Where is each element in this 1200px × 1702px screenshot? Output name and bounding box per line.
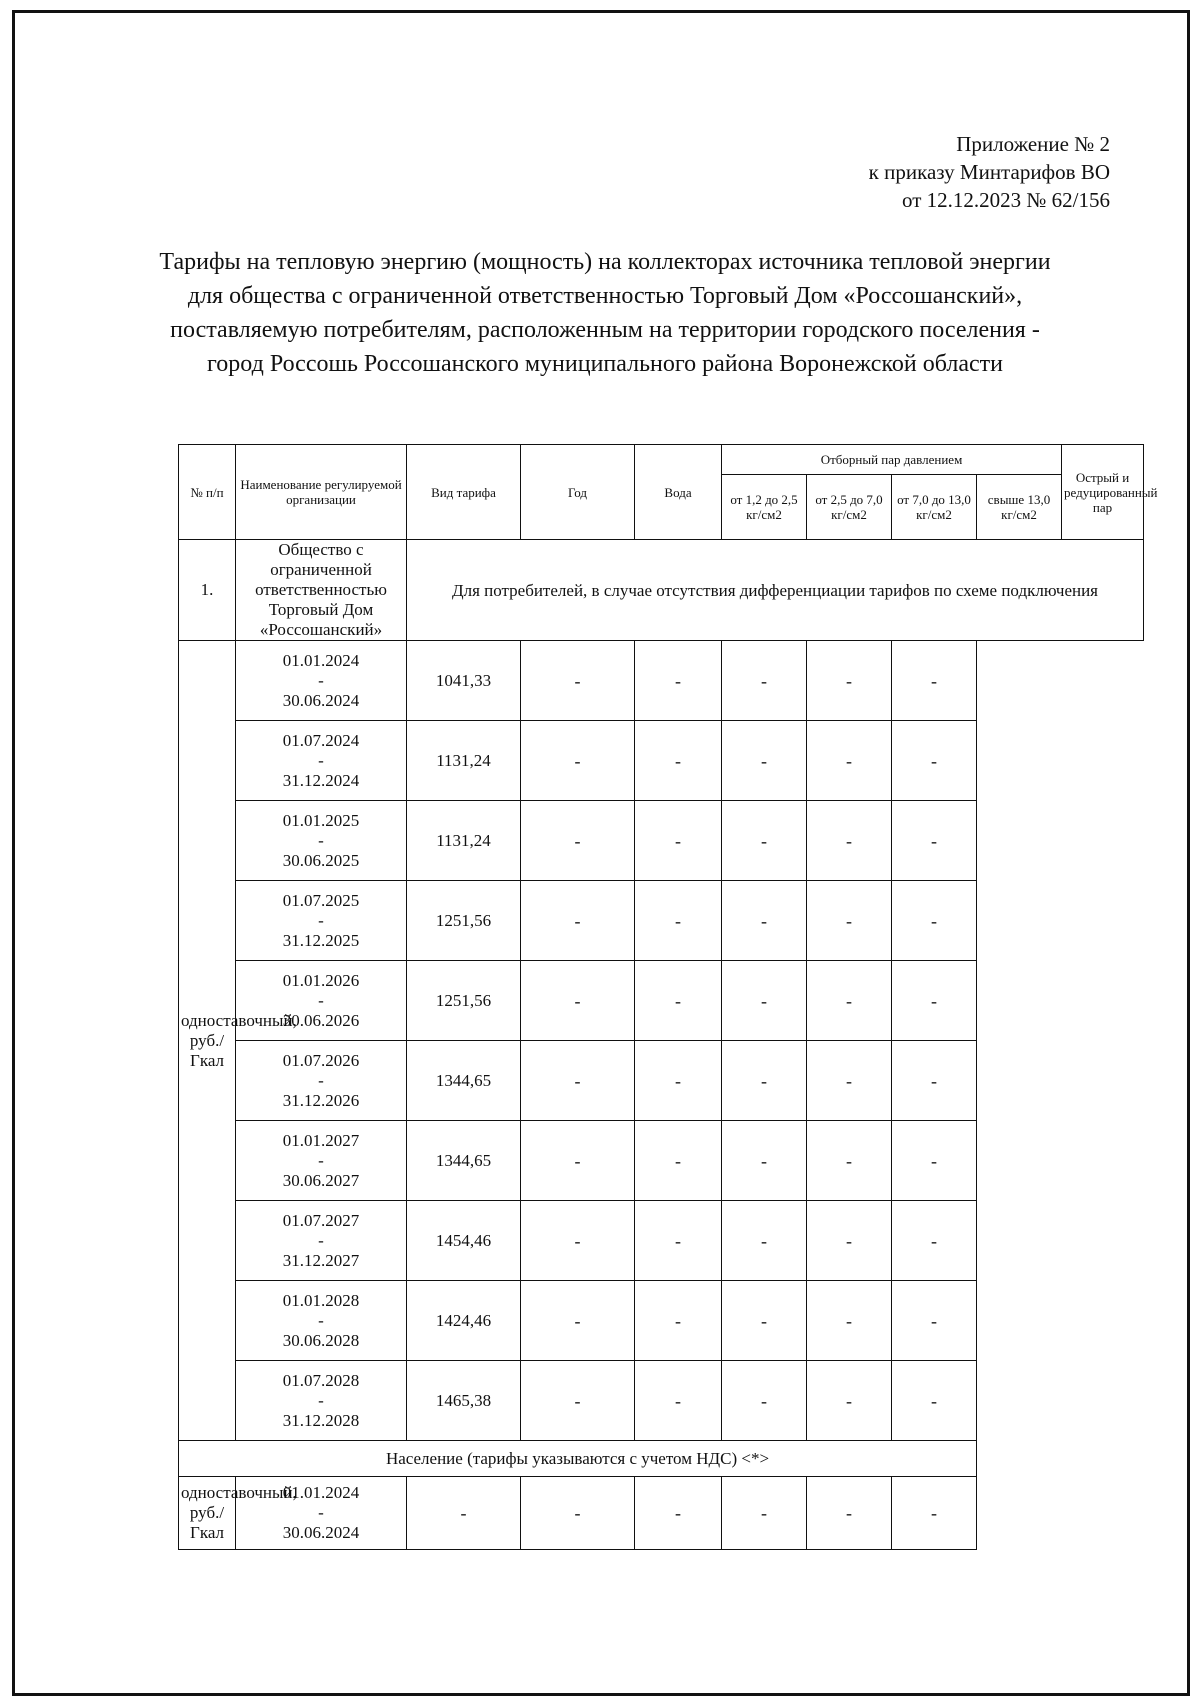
period-from: 01.01.2024 — [282, 650, 360, 670]
steam-2-value: - — [635, 881, 722, 961]
table-row — [179, 801, 1144, 881]
table-row — [179, 641, 1144, 721]
steam-1-value: - — [521, 1281, 635, 1361]
period-to: 30.06.2025 — [282, 850, 360, 870]
steam-2-value: - — [635, 1121, 722, 1201]
period-from: 01.01.2026 — [282, 970, 360, 990]
table-row — [179, 961, 1144, 1041]
appendix-line-3: от 12.12.2023 № 62/156 — [901, 188, 1110, 212]
table-row — [179, 1201, 1144, 1281]
steam-1-value: - — [521, 801, 635, 881]
steam-3-value: - — [722, 801, 807, 881]
header-num: № п/п — [179, 445, 236, 540]
period-cell — [236, 1361, 407, 1441]
water-value: 1251,56 — [407, 961, 521, 1041]
sharp-steam-value: - — [892, 1041, 977, 1121]
appendix-block — [869, 130, 1110, 214]
tariff-type-consumers: одноставочный, руб./Гкал — [179, 641, 236, 1441]
row-number: 1. — [179, 540, 236, 641]
period-cell — [236, 801, 407, 881]
water-value: 1424,46 — [407, 1281, 521, 1361]
sharp-steam-value: - — [892, 1281, 977, 1361]
water-value: 1344,65 — [407, 1121, 521, 1201]
steam-4-value: - — [807, 801, 892, 881]
period-sep: - — [318, 910, 324, 930]
header-sharp-steam: Острый и редуцированный пар — [1062, 445, 1144, 540]
period-from: 01.01.2027 — [282, 1130, 360, 1150]
period-from: 01.07.2025 — [282, 890, 360, 910]
section-population-title: Население (тарифы указываются с учетом НДС) <*> — [179, 1441, 977, 1477]
header-year: Год — [521, 445, 635, 540]
period-cell — [236, 721, 407, 801]
water-value: 1251,56 — [407, 881, 521, 961]
period-cell — [236, 641, 407, 721]
water-value: 1454,46 — [407, 1201, 521, 1281]
steam-1-value: - — [521, 1121, 635, 1201]
steam-4-value: - — [807, 1281, 892, 1361]
steam-4-value: - — [807, 1041, 892, 1121]
period-sep: - — [318, 1390, 324, 1410]
period-sep: - — [318, 1070, 324, 1090]
period-to: 30.06.2024 — [282, 690, 360, 710]
table-row — [179, 1041, 1144, 1121]
steam-3-value: - — [722, 1477, 807, 1550]
table-row — [179, 1121, 1144, 1201]
steam-4-value: - — [807, 881, 892, 961]
steam-4-value: - — [807, 721, 892, 801]
water-value: 1465,38 — [407, 1361, 521, 1441]
organization-name: Общество с ограниченной ответственностью Торговый Дом «Россошанский» — [236, 540, 407, 641]
period-cell — [236, 1041, 407, 1121]
steam-4-value: - — [807, 961, 892, 1041]
steam-4-value: - — [807, 641, 892, 721]
period-from: 01.07.2028 — [282, 1370, 360, 1390]
period-from: 01.01.2024 — [282, 1483, 360, 1502]
period-from: 01.07.2024 — [282, 730, 360, 750]
sharp-steam-value: - — [892, 1477, 977, 1550]
steam-3-value: - — [722, 1281, 807, 1361]
period-to: 30.06.2027 — [282, 1170, 360, 1190]
water-value: - — [407, 1477, 521, 1550]
section-consumers-title: Для потребителей, в случае отсутствия дифференциации тарифов по схеме подключения — [407, 540, 1144, 641]
period-sep: - — [318, 1150, 324, 1170]
period-sep: - — [318, 1503, 324, 1522]
steam-3-value: - — [722, 881, 807, 961]
steam-2-value: - — [635, 1201, 722, 1281]
steam-2-value: - — [635, 1281, 722, 1361]
period-from: 01.01.2028 — [282, 1290, 360, 1310]
header-steam-2: от 2,5 до 7,0 кг/см2 — [807, 475, 892, 540]
steam-2-value: - — [635, 801, 722, 881]
table-row — [179, 1281, 1144, 1361]
sharp-steam-value: - — [892, 1121, 977, 1201]
water-value: 1041,33 — [407, 641, 521, 721]
steam-2-value: - — [635, 1477, 722, 1550]
sharp-steam-value: - — [892, 801, 977, 881]
period-to: 31.12.2028 — [282, 1410, 360, 1430]
steam-1-value: - — [521, 1361, 635, 1441]
header-steam-group: Отборный пар давлением — [722, 445, 1062, 475]
period-to: 30.06.2026 — [282, 1010, 360, 1030]
period-sep: - — [318, 750, 324, 770]
table-row — [179, 881, 1144, 961]
steam-2-value: - — [635, 721, 722, 801]
tariff-type-population: одноставочный, руб./Гкал — [179, 1477, 236, 1550]
steam-1-value: - — [521, 721, 635, 801]
header-org: Наименование регулируемой организации — [236, 445, 407, 540]
period-to: 30.06.2028 — [282, 1330, 360, 1350]
steam-1-value: - — [521, 1477, 635, 1550]
sharp-steam-value: - — [892, 1201, 977, 1281]
water-value: 1344,65 — [407, 1041, 521, 1121]
sharp-steam-value: - — [892, 1361, 977, 1441]
steam-3-value: - — [722, 1361, 807, 1441]
header-steam-3: от 7,0 до 13,0 кг/см2 — [892, 475, 977, 540]
steam-1-value: - — [521, 881, 635, 961]
header-steam-4: свыше 13,0 кг/см2 — [977, 475, 1062, 540]
period-cell — [236, 881, 407, 961]
steam-2-value: - — [635, 1041, 722, 1121]
period-sep: - — [318, 990, 324, 1010]
appendix-line-2: к приказу Минтарифов ВО — [868, 160, 1110, 184]
period-from: 01.01.2025 — [282, 810, 360, 830]
steam-3-value: - — [722, 1121, 807, 1201]
steam-1-value: - — [521, 1041, 635, 1121]
steam-4-value: - — [807, 1121, 892, 1201]
period-from: 01.07.2027 — [282, 1210, 360, 1230]
period-sep: - — [318, 1230, 324, 1250]
period-from: 01.07.2026 — [282, 1050, 360, 1070]
period-sep: - — [318, 830, 324, 850]
steam-1-value: - — [521, 961, 635, 1041]
period-cell — [236, 1201, 407, 1281]
table-row — [179, 1477, 1144, 1550]
water-value: 1131,24 — [407, 721, 521, 801]
steam-3-value: - — [722, 1201, 807, 1281]
sharp-steam-value: - — [892, 881, 977, 961]
steam-2-value: - — [635, 1361, 722, 1441]
header-water: Вода — [635, 445, 722, 540]
steam-3-value: - — [722, 721, 807, 801]
period-to: 31.12.2026 — [282, 1090, 360, 1110]
period-cell — [236, 1281, 407, 1361]
period-sep: - — [318, 1310, 324, 1330]
table-row — [179, 1361, 1144, 1441]
steam-4-value: - — [807, 1201, 892, 1281]
sharp-steam-value: - — [892, 721, 977, 801]
tariff-table — [178, 444, 1158, 1550]
period-to: 31.12.2024 — [282, 770, 360, 790]
header-tariff-type: Вид тарифа — [407, 445, 521, 540]
period-to: 30.06.2024 — [282, 1523, 360, 1542]
period-sep: - — [318, 670, 324, 690]
steam-4-value: - — [807, 1477, 892, 1550]
steam-1-value: - — [521, 641, 635, 721]
water-value: 1131,24 — [407, 801, 521, 881]
appendix-line-1: Приложение № 2 — [956, 132, 1110, 156]
period-to: 31.12.2027 — [282, 1250, 360, 1270]
table-row — [179, 721, 1144, 801]
steam-3-value: - — [722, 641, 807, 721]
document-title: Тарифы на тепловую энергию (мощность) на коллекторах источника тепловой энергии для общества с ограниченной ответственностью Торговый Дом «Россошанский», поставляемую потребителям, расположенным на территории городского поселения - город Россошь Россошанского муниципального района Воронежской области — [159, 249, 1051, 377]
steam-4-value: - — [807, 1361, 892, 1441]
steam-2-value: - — [635, 641, 722, 721]
period-to: 31.12.2025 — [282, 930, 360, 950]
steam-3-value: - — [722, 1041, 807, 1121]
sharp-steam-value: - — [892, 961, 977, 1041]
period-cell — [236, 1121, 407, 1201]
sharp-steam-value: - — [892, 641, 977, 721]
steam-3-value: - — [722, 961, 807, 1041]
steam-2-value: - — [635, 961, 722, 1041]
header-steam-1: от 1,2 до 2,5 кг/см2 — [722, 475, 807, 540]
steam-1-value: - — [521, 1201, 635, 1281]
